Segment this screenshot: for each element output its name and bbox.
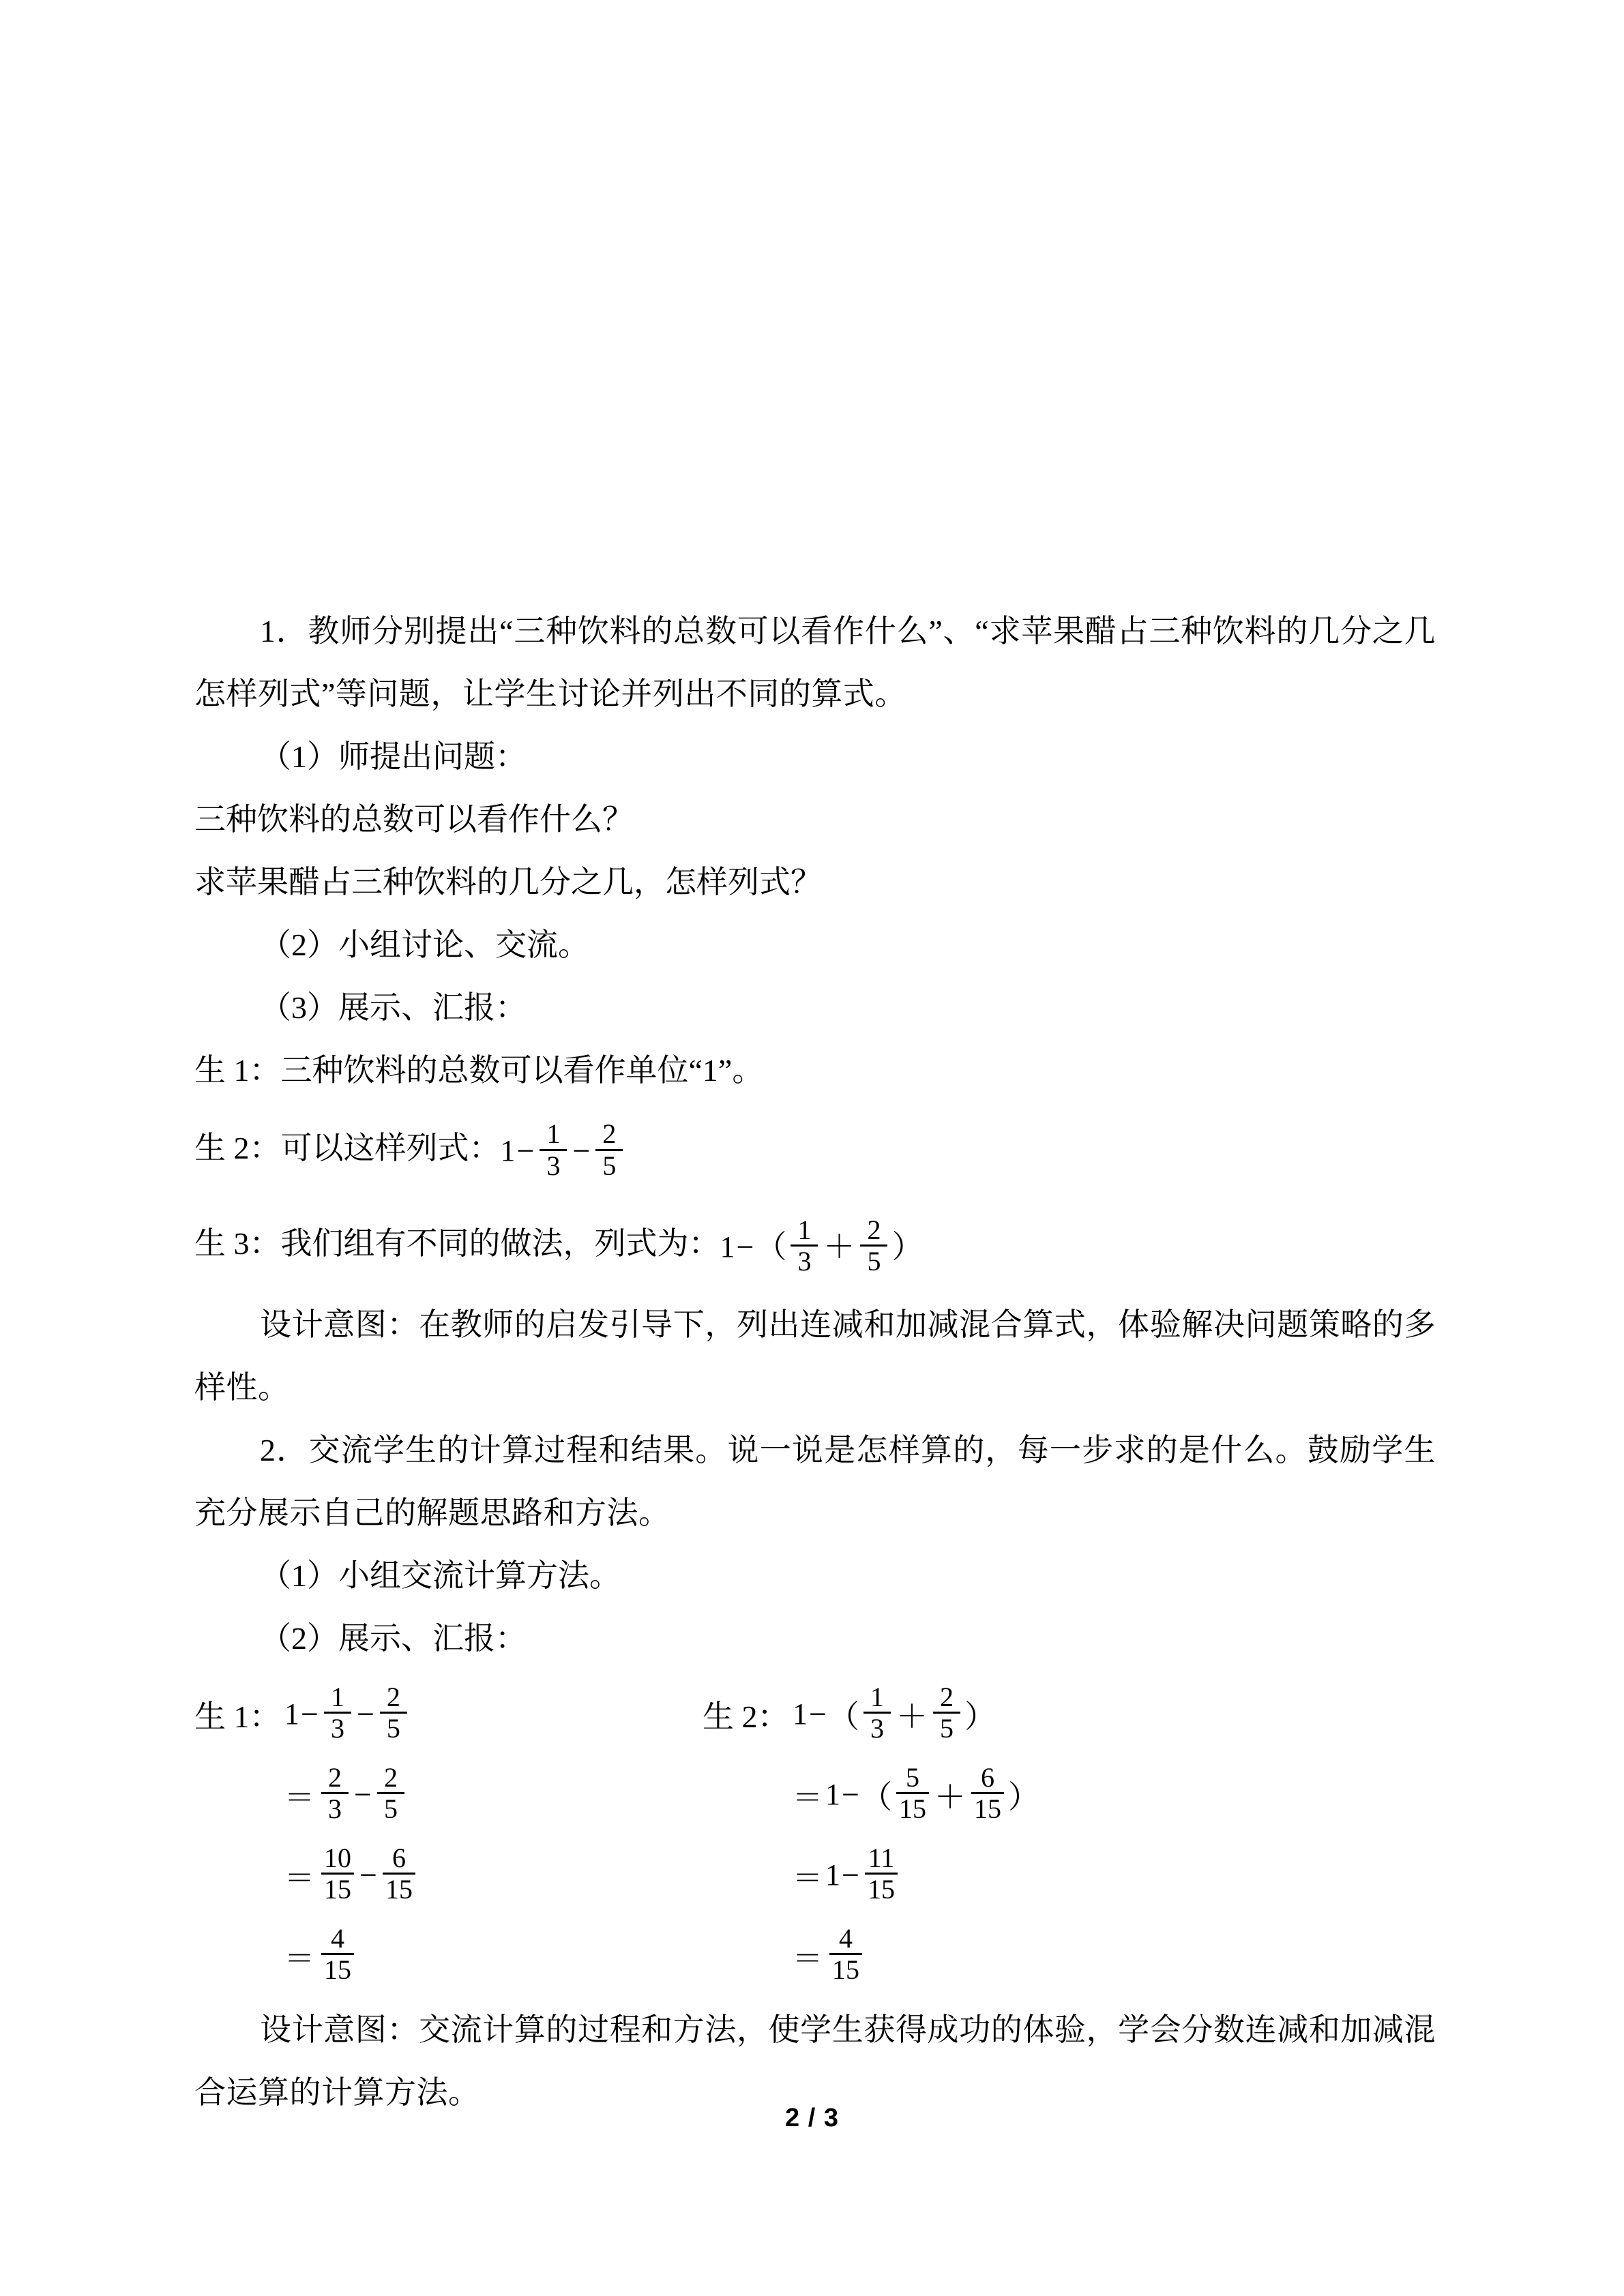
fraction-five-fifteenths bbox=[896, 1763, 929, 1823]
calc-line bbox=[194, 1915, 419, 1996]
fraction-numerator: 4 bbox=[331, 1922, 344, 1954]
section1-paragraph: 1．教师分别提出“三种饮料的总数可以看作什么”、“求苹果醋占三种饮料的几分之几怎样列式”等问题，让学生讨论并列出不同的算式。 bbox=[194, 614, 1436, 711]
calc-line bbox=[194, 1755, 419, 1835]
calc-line bbox=[703, 1915, 1039, 1996]
fraction-two-fifths bbox=[377, 1763, 404, 1823]
fraction-numerator: 2 bbox=[939, 1681, 954, 1712]
section2-paragraph: 2．交流学生的计算过程和结果。说一说是怎样算的，每一步求的是什么。鼓励学生充分展示自己的解题思路和方法。 bbox=[194, 1432, 1436, 1530]
fraction-numerator: 2 bbox=[328, 1761, 342, 1793]
fraction-one-third bbox=[791, 1216, 818, 1276]
student3-label: 生 3：我们组有不同的做法，列式为： bbox=[194, 1226, 720, 1262]
fraction-denominator: 15 bbox=[973, 1793, 1001, 1825]
fraction-two-thirds bbox=[321, 1763, 349, 1823]
plus-operator: ＋ bbox=[896, 1699, 928, 1734]
right-paren: ） bbox=[964, 1699, 996, 1734]
fraction-numerator: 1 bbox=[797, 1214, 812, 1245]
fraction-two-fifths bbox=[595, 1120, 623, 1180]
plus-operator: ＋ bbox=[934, 1779, 966, 1815]
fraction-denominator: 3 bbox=[330, 1713, 344, 1744]
page-number: 2 / 3 bbox=[785, 2104, 839, 2132]
computation-block bbox=[194, 1674, 1436, 1999]
section1-design-note: 设计意图：在教师的启发引导下，列出连减和加减混合算式，体验解决问题策略的多样性。 bbox=[194, 1307, 1436, 1405]
left-paren: （ bbox=[827, 1699, 859, 1734]
fraction-four-fifteenths bbox=[321, 1924, 354, 1984]
fraction-one-third bbox=[324, 1683, 351, 1743]
fraction-denominator: 5 bbox=[383, 1793, 398, 1825]
fraction-numerator: 2 bbox=[867, 1214, 881, 1245]
section1-student2-expression bbox=[194, 1102, 1436, 1197]
page-content bbox=[194, 600, 1436, 2124]
fraction-ten-fifteenths bbox=[321, 1844, 354, 1904]
section1-student1: 生 1：三种饮料的总数可以看作单位“1”。 bbox=[194, 1053, 764, 1088]
fraction-denominator: 15 bbox=[385, 1874, 413, 1905]
minus-operator: − bbox=[572, 1133, 591, 1169]
fraction-denominator: 5 bbox=[602, 1150, 617, 1181]
equals-operator: ＝ bbox=[793, 1780, 823, 1815]
calc-line bbox=[194, 1674, 419, 1755]
minus-operator: − bbox=[842, 1858, 859, 1893]
fraction-numerator: 4 bbox=[839, 1922, 853, 1954]
minus-operator: − bbox=[354, 1777, 372, 1813]
calc-line bbox=[703, 1755, 1039, 1835]
fraction-denominator: 15 bbox=[898, 1793, 926, 1825]
fraction-denominator: 5 bbox=[867, 1246, 881, 1277]
fraction-numerator: 5 bbox=[905, 1761, 919, 1793]
equals-operator: ＝ bbox=[793, 1861, 823, 1895]
fraction-denominator: 15 bbox=[324, 1874, 351, 1905]
fraction-two-fifths bbox=[860, 1216, 887, 1276]
minus-operator: − bbox=[356, 1697, 374, 1732]
left-paren: （ bbox=[755, 1229, 787, 1264]
fraction-numerator: 6 bbox=[980, 1761, 994, 1793]
calc-label-student2: 生 2： bbox=[703, 1699, 789, 1734]
minus-operator: − bbox=[736, 1229, 754, 1264]
fraction-four-fifteenths bbox=[829, 1924, 862, 1984]
operand-one: 1 bbox=[825, 1858, 840, 1892]
right-paren: ） bbox=[891, 1229, 924, 1264]
fraction-denominator: 3 bbox=[797, 1246, 812, 1277]
computation-column-student1 bbox=[194, 1674, 419, 1996]
equals-operator: ＝ bbox=[284, 1941, 314, 1976]
operand-one: 1 bbox=[825, 1778, 840, 1812]
minus-operator: − bbox=[301, 1697, 319, 1732]
operand-one: 1 bbox=[284, 1697, 299, 1731]
minus-operator: − bbox=[842, 1777, 859, 1813]
fraction-numerator: 2 bbox=[602, 1118, 617, 1150]
section1-item3: （3）展示、汇报： bbox=[260, 990, 527, 1025]
fraction-one-third bbox=[540, 1120, 567, 1180]
fraction-denominator: 3 bbox=[328, 1793, 342, 1825]
calc-line bbox=[703, 1674, 1039, 1755]
fraction-numerator: 2 bbox=[383, 1761, 398, 1793]
calc-label-student1: 生 1： bbox=[194, 1699, 281, 1734]
minus-operator: − bbox=[809, 1697, 827, 1732]
fraction-denominator: 5 bbox=[939, 1713, 954, 1744]
operand-one: 1 bbox=[793, 1697, 808, 1731]
fraction-denominator: 15 bbox=[832, 1954, 859, 1986]
section1-item2: （2）小组讨论、交流。 bbox=[260, 927, 589, 962]
fraction-six-fifteenths bbox=[971, 1763, 1004, 1823]
fraction-numerator: 1 bbox=[870, 1681, 884, 1712]
fraction-numerator: 11 bbox=[868, 1842, 895, 1873]
right-paren: ） bbox=[1007, 1779, 1039, 1815]
fraction-denominator: 5 bbox=[386, 1713, 400, 1744]
fraction-denominator: 3 bbox=[546, 1150, 561, 1181]
section1-item1: （1）师提出问题： bbox=[260, 739, 527, 774]
section1-question-2: 求苹果醋占三种饮料的几分之几，怎样列式？ bbox=[194, 865, 822, 899]
minus-operator: − bbox=[359, 1858, 377, 1893]
calc-line bbox=[194, 1835, 419, 1915]
fraction-one-third bbox=[863, 1683, 891, 1743]
fraction-denominator: 15 bbox=[867, 1874, 895, 1905]
minus-operator: − bbox=[516, 1133, 535, 1169]
fraction-denominator: 3 bbox=[870, 1713, 884, 1744]
equals-operator: ＝ bbox=[284, 1780, 314, 1815]
section1-question-1: 三种饮料的总数可以看作什么？ bbox=[194, 802, 634, 837]
left-paren: （ bbox=[860, 1779, 892, 1815]
fraction-numerator: 6 bbox=[392, 1842, 406, 1873]
fraction-six-fifteenths bbox=[383, 1844, 415, 1904]
plus-operator: ＋ bbox=[823, 1229, 855, 1264]
section2-design-note: 设计意图：交流计算的过程和方法，使学生获得成功的体验，学会分数连减和加减混合运算的计算方法。 bbox=[194, 2012, 1436, 2110]
equals-operator: ＝ bbox=[793, 1941, 823, 1976]
section1-student3-expression bbox=[194, 1197, 1436, 1293]
fraction-two-fifths bbox=[933, 1683, 960, 1743]
fraction-numerator: 10 bbox=[324, 1842, 351, 1873]
equals-operator: ＝ bbox=[284, 1861, 314, 1895]
computation-column-student2 bbox=[703, 1674, 1039, 1996]
operand-one: 1 bbox=[500, 1134, 516, 1168]
section2-item1: （1）小组交流计算方法。 bbox=[260, 1557, 621, 1593]
fraction-eleven-fifteenths bbox=[865, 1844, 898, 1904]
fraction-denominator: 15 bbox=[324, 1954, 351, 1986]
fraction-numerator: 1 bbox=[546, 1118, 561, 1150]
student2-label: 生 2：可以这样列式： bbox=[194, 1131, 501, 1165]
operand-one: 1 bbox=[720, 1229, 735, 1264]
fraction-numerator: 1 bbox=[330, 1681, 344, 1712]
fraction-two-fifths bbox=[380, 1683, 407, 1743]
fraction-numerator: 2 bbox=[386, 1681, 400, 1712]
section2-item2: （2）展示、汇报： bbox=[260, 1620, 527, 1656]
calc-line bbox=[703, 1835, 1039, 1915]
